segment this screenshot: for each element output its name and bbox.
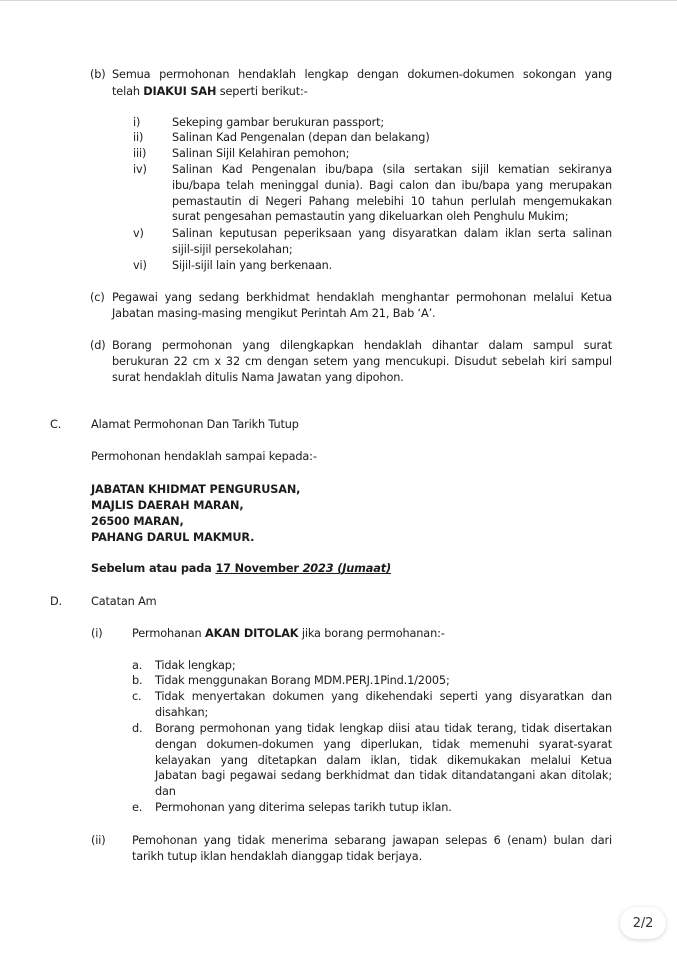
list-item: surat pengesahan pemastautin yang dikeluarkan oleh Penghulu Mukim; (172, 210, 569, 223)
bold-text: AKAN DITOLAK (205, 627, 299, 640)
list-item: pemastautin di Negeri Pahang melebihi 10 tahun perlulah mengemukakan (172, 195, 612, 208)
section-d-line: Borang permohonan yang dilengkapkan hendaklah dihantar dalam sampul surat (112, 339, 612, 352)
bold-text: DIAKUI SAH (143, 85, 217, 98)
page-indicator-text: 2/2 (632, 915, 654, 931)
note2-text: Pemohonan yang tidak menerima sebarang jawapan selepas 6 (enam) bulan dari (132, 834, 612, 847)
item-text: Jabatan bagi pegawai sedang berkhidmat dan tidak ditandatangani akan ditolak; (155, 769, 612, 782)
item-text: Borang permohonan yang tidak lengkap diisi atau tidak terang, tidak disertakan (155, 722, 612, 735)
section-c-line: Pegawai yang sedang berkhidmat hendaklah menghantar permohonan melalui Ketua (112, 291, 612, 304)
text: seperti berikut:- (216, 85, 308, 98)
item-text: Tidak menggunakan Borang MDM.PERJ.1Pind.1/2005; (155, 674, 450, 687)
address-line: PAHANG DARUL MAKMUR. (91, 531, 255, 544)
item-text: dengan dokumen-dokumen yang diperlukan, tidak memenuhi syarat-syarat (155, 738, 612, 751)
page-indicator (620, 907, 666, 939)
address-line: 26500 MARAN, (91, 515, 184, 528)
list-item: ibu/bapa telah meninggal dunia). Bagi calon dan ibu/bapa yang merupakan (172, 179, 612, 192)
list-item: Salinan Kad Pengenalan (depan dan belakang) (172, 131, 430, 144)
section-b-line1: Semua permohonan hendaklah lengkap dengan dokumen-dokumen sokongan yang (112, 68, 612, 81)
list-item: Sijil-sijil lain yang berkenaan. (172, 259, 333, 272)
section-d-line: berukuran 22 cm x 32 cm dengan setem yang mencukupi. Disudut sebelah kiri sampul (112, 355, 612, 368)
heading-d-title: Catatan Am (91, 595, 157, 608)
item-letter: e. (132, 801, 143, 814)
list-num: iii) (133, 147, 147, 160)
deadline-prefix: Sebelum atau pada (91, 562, 216, 575)
item-text: disahkan; (155, 706, 209, 719)
list-item: Salinan Sijil Kelahiran pemohon; (172, 147, 350, 160)
section-c-marker: (c) (90, 291, 105, 304)
deadline (91, 561, 391, 576)
list-item: Sekeping gambar berukuran passport; (172, 116, 385, 129)
address-line: MAJLIS DAERAH MARAN, (91, 499, 244, 512)
list-num: v) (133, 227, 144, 240)
text: Permohanan (132, 627, 205, 640)
item-letter: a. (132, 659, 143, 672)
list-item: sijil-sijil persekolahan; (172, 243, 293, 256)
list-num: vi) (133, 259, 147, 272)
item-text: Tidak lengkap; (155, 659, 236, 672)
note1-marker: (i) (91, 627, 103, 640)
item-letter: c. (132, 690, 142, 703)
item-text: dan (155, 785, 176, 798)
list-num: ii) (133, 131, 144, 144)
section-b-line2 (112, 84, 308, 99)
text: jika borang permohanan:- (298, 627, 445, 640)
section-d-marker: (d) (90, 339, 106, 352)
section-d-line: surat hendaklah ditulis Nama Jawatan yang dipohon. (112, 371, 404, 384)
note2-text: tarikh tutup iklan hendaklah dianggap tidak berjaya. (132, 850, 423, 863)
heading-c-intro: Permohonan hendaklah sampai kepada:- (91, 450, 317, 463)
heading-c-letter: C. (50, 418, 62, 431)
list-item: Salinan Kad Pengenalan ibu/bapa (sila sertakan sijil kematian sekiranya (172, 163, 612, 176)
address-line: JABATAN KHIDMAT PENGURUSAN, (91, 483, 301, 496)
item-text: kelayakan yang ditetapkan dalam iklan, tidak dikemukakan melalui Ketua (155, 754, 612, 767)
note2-marker: (ii) (91, 834, 106, 847)
top-border (0, 0, 677, 1)
deadline-date: 17 November (215, 562, 303, 575)
heading-d-letter: D. (50, 595, 62, 608)
item-letter: b. (132, 674, 143, 687)
list-num: i) (133, 116, 141, 129)
item-text: Tidak menyertakan dokumen yang dikehendaki seperti yang disyaratkan dan (155, 690, 612, 703)
note1-text (132, 626, 445, 641)
heading-c-title: Alamat Permohonan Dan Tarikh Tutup (91, 418, 299, 431)
item-text: Permohonan yang diterima selepas tarikh tutup iklan. (155, 801, 452, 814)
deadline-year: 2023 (Jumaat) (302, 562, 391, 575)
section-c-line: Jabatan masing-masing mengikut Perintah Am 21, Bab ‘A’. (112, 307, 436, 320)
item-letter: d. (132, 722, 143, 735)
text: telah (112, 85, 144, 98)
list-num: iv) (133, 163, 147, 176)
section-b-marker: (b) (90, 68, 106, 81)
list-item: Salinan keputusan peperiksaan yang disyaratkan dalam iklan serta salinan (172, 227, 612, 240)
